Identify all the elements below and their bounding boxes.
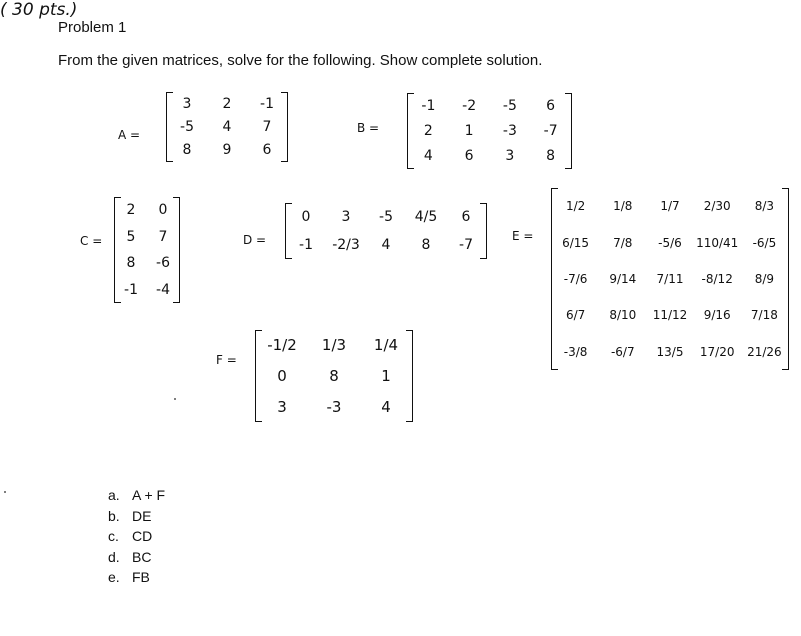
matrix-a-cell: 7 [262, 118, 272, 135]
task-item [108, 506, 165, 527]
matrix-f-cell: -1/2 [267, 336, 297, 355]
matrix-e-cell: 6/7 [565, 308, 586, 323]
matrix-b-cell: 8 [546, 148, 556, 165]
matrix-e-cell: 8/3 [754, 199, 775, 214]
matrix-d-cell: -5 [379, 209, 393, 225]
task-item [108, 485, 165, 506]
matrix-a [166, 92, 288, 162]
matrix-d-cell: 3 [341, 209, 351, 225]
task-letter: b. [108, 507, 120, 524]
matrix-d-label: D = [243, 233, 267, 247]
task-letter: c. [108, 528, 119, 544]
matrix-f-cell: 1/3 [321, 336, 347, 355]
matrix-f-cell: -3 [326, 397, 342, 416]
matrix-a-label: A = [118, 128, 141, 142]
matrix-a-cell: 3 [182, 95, 192, 112]
matrix-a-cell: 4 [222, 118, 232, 135]
matrix-b-cell: 4 [423, 148, 433, 165]
instructions: From the given matrices, solve for the following. Show complete solution. [58, 52, 543, 69]
matrix-b-cell: -7 [543, 122, 558, 139]
matrix-e-cell: 8/9 [754, 271, 775, 286]
matrix-d-cell: 8 [421, 237, 431, 253]
matrix-e-cell: -5/6 [658, 235, 682, 250]
matrix-e-cell: 1/8 [613, 199, 633, 214]
matrix-e-cell: 11/12 [652, 308, 688, 323]
matrix-b [407, 93, 572, 169]
matrix-d [285, 203, 487, 259]
matrix-f-cell: 0 [277, 366, 287, 385]
matrix-c-cell: 0 [158, 202, 168, 219]
matrix-c-label: C = [80, 234, 103, 248]
matrix-d-cell: -2/3 [332, 237, 360, 253]
matrix-e-cell: 9/14 [609, 271, 637, 286]
matrix-e-cell: 1/2 [565, 199, 586, 214]
matrix-e-cell: 110/41 [696, 235, 739, 250]
matrix-e-label: E = [512, 229, 534, 243]
matrix-c-cell: 5 [126, 228, 136, 245]
matrix-a-cell: 2 [222, 95, 232, 112]
matrix-a-cell: 8 [182, 142, 192, 159]
matrix-e-cell: -6/5 [752, 235, 777, 250]
matrix-b-cell: -5 [502, 97, 517, 114]
matrix-f-label: F = [216, 353, 237, 367]
problem-title: Problem 1 [58, 19, 127, 36]
matrix-b-label: B = [357, 121, 380, 135]
matrix-f-cell: 4 [381, 397, 391, 416]
scan-mark [4, 491, 6, 493]
matrix-f-cell: 8 [329, 366, 339, 385]
matrix-e-cell: -6/7 [610, 344, 635, 359]
matrix-e-cell: -7/6 [563, 271, 588, 286]
matrix-e-cell: -3/8 [563, 344, 588, 359]
matrix-b-cell: 6 [464, 148, 474, 165]
task-list [108, 485, 165, 588]
task-text: FB [132, 569, 150, 585]
matrix-d-cell: 4/5 [414, 209, 438, 225]
matrix-a-cell: -1 [260, 95, 274, 112]
matrix-e-cell: 9/16 [703, 308, 731, 323]
matrix-e-cell: 17/20 [699, 344, 735, 359]
matrix-c-cell: 8 [126, 255, 136, 272]
task-text: DE [132, 507, 152, 524]
task-item [108, 567, 165, 588]
matrix-b-cell: -1 [421, 97, 436, 114]
matrix-d-cell: 6 [461, 209, 471, 225]
task-letter: e. [108, 569, 120, 585]
matrix-c-cell: -1 [124, 281, 138, 298]
matrix-f-cell: 1 [381, 366, 391, 385]
matrix-f [255, 330, 413, 422]
matrix-e-cell: 13/5 [656, 344, 684, 359]
points-note: ( 30 pts.) [0, 0, 78, 20]
scan-mark [174, 398, 176, 400]
matrix-a-cell: -5 [180, 118, 194, 135]
matrix-b-cell: 3 [505, 148, 515, 165]
matrix-c-cell: 2 [126, 202, 136, 219]
matrix-d-cell: 0 [301, 209, 311, 225]
task-item [108, 526, 165, 547]
matrix-c-cell: 7 [158, 228, 168, 245]
task-letter: d. [108, 548, 120, 565]
matrix-e-cell: -8/12 [701, 271, 733, 286]
matrix-e-cell: 7/8 [613, 235, 633, 250]
matrix-c-cell: -4 [156, 281, 170, 298]
matrix-e [551, 188, 789, 370]
matrix-e-cell: 1/7 [660, 199, 680, 214]
matrix-e-cell: 21/26 [747, 344, 782, 359]
matrix-d-cell: -7 [459, 237, 473, 253]
matrix-a-cell: 9 [222, 142, 232, 159]
matrix-b-cell: 1 [464, 122, 474, 139]
task-text: BC [132, 548, 152, 565]
matrix-f-cell: 3 [277, 397, 287, 416]
task-text: CD [132, 528, 153, 544]
matrix-d-cell: -1 [299, 237, 313, 253]
matrix-e-cell: 8/10 [609, 308, 637, 323]
matrix-d-cell: 4 [381, 237, 391, 253]
matrix-b-cell: 2 [423, 122, 433, 139]
matrix-e-cell: 7/18 [750, 308, 778, 323]
matrix-b-cell: -3 [502, 122, 517, 139]
matrix-e-cell: 2/30 [703, 199, 731, 214]
matrix-b-cell: 6 [546, 97, 556, 114]
matrix-e-cell: 6/15 [562, 235, 590, 250]
matrix-f-cell: 1/4 [373, 336, 399, 355]
matrix-c-cell: -6 [156, 255, 170, 272]
task-letter: a. [108, 487, 120, 503]
matrix-b-cell: -2 [462, 97, 477, 114]
matrix-c [114, 197, 180, 303]
task-text: A + F [132, 487, 166, 503]
task-item [108, 547, 165, 568]
matrix-a-cell: 6 [262, 142, 272, 159]
matrix-e-cell: 7/11 [656, 271, 684, 286]
